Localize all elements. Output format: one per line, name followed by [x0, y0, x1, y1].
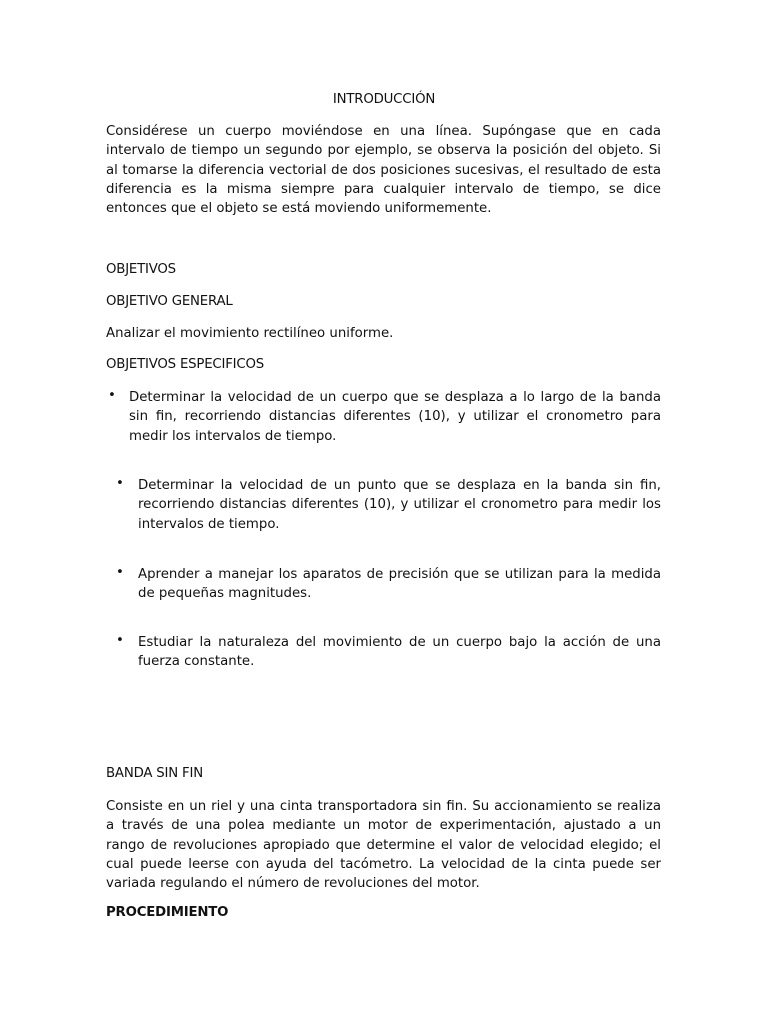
bullet-marker: •: [116, 565, 124, 580]
procedimiento-heading: PROCEDIMIENTO: [106, 905, 229, 920]
bullet-marker: •: [116, 476, 124, 491]
objetivo-general-text: Analizar el movimiento rectilíneo uniforme.: [106, 326, 394, 341]
list-item: Determinar la velocidad de un cuerpo que se desplaza a lo largo de la banda sin fin, recorriendo distancias diferentes (10), y utilizar el cronometro para medir los intervalos de tiempo.: [129, 390, 661, 444]
bullet-marker: •: [108, 388, 116, 403]
page-title: INTRODUCCIÓN: [332, 92, 436, 107]
intro-paragraph: Considérese un cuerpo moviéndose en una línea. Supóngase que en cada intervalo de tiempo un segundo por ejemplo, se observa la posición del objeto. Si al tomarse la diferencia vectorial de dos posiciones sucesivas, el resultado de esta diferencia es la misma siempre para cualquier intervalo de tiempo, se dice entonces que el objeto se está moviendo uniformemente.: [106, 124, 661, 217]
objetivos-especificos-heading: OBJETIVOS ESPECIFICOS: [106, 357, 264, 372]
list-item: Aprender a manejar los aparatos de precisión que se utilizan para la medida de pequeñas magnitudes.: [138, 567, 661, 602]
bullet-marker: •: [116, 633, 124, 648]
banda-sin-fin-heading: BANDA SIN FIN: [106, 766, 203, 781]
objetivos-heading: OBJETIVOS: [106, 262, 176, 277]
objetivo-general-heading: OBJETIVO GENERAL: [106, 294, 233, 309]
list-item: Estudiar la naturaleza del movimiento de un cuerpo bajo la acción de una fuerza constante.: [138, 635, 661, 670]
list-item: Determinar la velocidad de un punto que se desplaza en la banda sin fin, recorriendo distancias diferentes (10), y utilizar el cronometro para medir los intervalos de tiempo.: [138, 478, 661, 532]
banda-sin-fin-paragraph: Consiste en un riel y una cinta transportadora sin fin. Su accionamiento se realiza a través de una polea mediante un motor de experimentación, ajustado a un rango de revoluciones apropiado que determine el valor de velocidad elegido; el cual puede leerse con ayuda del tacómetro. La velocidad de la cinta puede ser variada regulando el número de revoluciones del motor.: [106, 799, 661, 892]
